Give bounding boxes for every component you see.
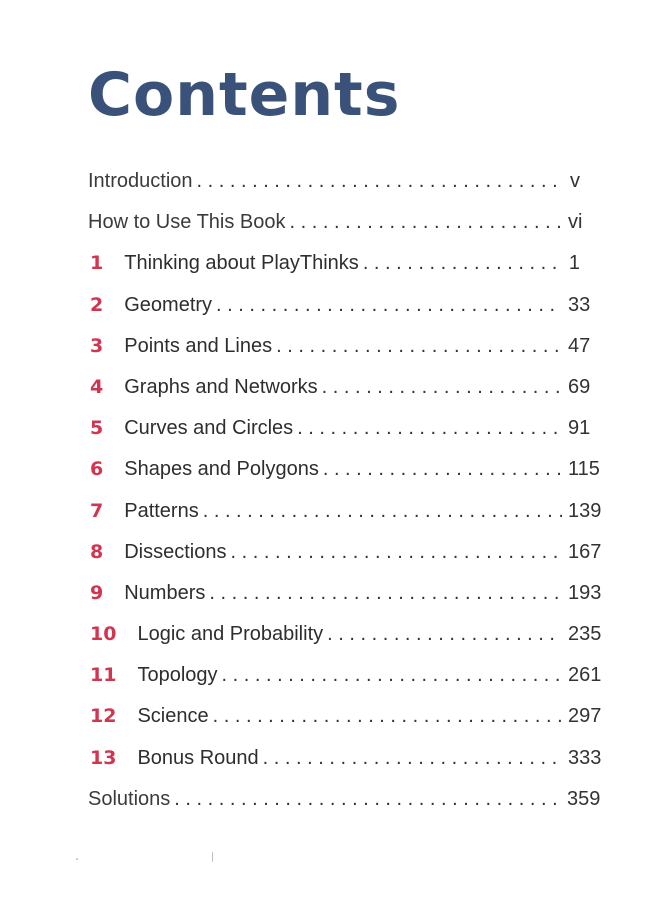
chapter-title: Thinking about PlayThinks	[124, 252, 359, 275]
toc-entry	[88, 540, 602, 582]
chapter-title: Patterns	[124, 499, 199, 522]
page-number: 235	[568, 623, 602, 646]
scan-speck	[212, 852, 213, 862]
toc-entry	[88, 499, 602, 541]
chapter-title: Dissections	[124, 540, 227, 563]
dot-leader	[290, 211, 563, 234]
toc-entry	[88, 211, 583, 252]
page-number: 359	[567, 787, 601, 810]
dot-leader	[213, 705, 562, 728]
toc-entry	[88, 705, 602, 746]
dot-leader	[297, 417, 562, 440]
toc-entry	[88, 293, 591, 335]
page-number: 193	[568, 581, 602, 604]
dot-leader	[174, 788, 561, 811]
page-number: vi	[568, 211, 583, 234]
dot-leader	[209, 582, 562, 605]
table-of-contents	[88, 170, 602, 829]
section-title: Introduction	[88, 170, 193, 192]
chapter-number: 1	[90, 252, 104, 275]
chapter-number: 7	[90, 499, 104, 522]
dot-leader	[197, 170, 562, 193]
chapter-title: Shapes and Polygons	[124, 458, 319, 481]
chapter-number: 12	[90, 705, 117, 728]
chapter-number: 6	[90, 458, 104, 481]
page-number: 33	[568, 293, 591, 316]
toc-entry	[88, 746, 602, 788]
page-number: 1	[568, 252, 580, 275]
dot-leader	[216, 294, 562, 317]
chapter-title: Logic and Probability	[137, 623, 324, 646]
chapter-number: 10	[90, 623, 117, 646]
chapter-title: Curves and Circles	[124, 417, 294, 440]
page-number: 297	[568, 705, 602, 728]
page-number: 261	[568, 664, 602, 687]
page-number: 47	[568, 334, 591, 357]
dot-leader	[276, 335, 562, 358]
chapter-title: Graphs and Networks	[124, 375, 318, 398]
chapter-number: 4	[90, 375, 104, 398]
toc-entry	[88, 787, 601, 829]
chapter-number: 2	[90, 293, 104, 316]
toc-entry	[88, 375, 591, 417]
page-number: 115	[568, 458, 600, 481]
scan-speck	[76, 858, 78, 860]
chapter-number: 8	[90, 540, 104, 563]
dot-leader	[327, 623, 562, 646]
chapter-number: 3	[90, 334, 104, 357]
chapter-number: 9	[90, 581, 104, 604]
section-title: How to Use This Book	[88, 211, 286, 234]
dot-leader	[323, 458, 562, 481]
page-number: 333	[568, 746, 602, 769]
page-number: 69	[568, 375, 591, 398]
dot-leader	[203, 500, 562, 523]
chapter-title: Numbers	[124, 581, 206, 604]
page-number: 167	[568, 540, 602, 563]
chapter-title: Bonus Round	[137, 746, 259, 769]
toc-entry	[88, 170, 580, 211]
toc-entry	[88, 334, 591, 376]
chapter-title: Science	[137, 705, 209, 728]
chapter-title: Points and Lines	[124, 334, 273, 357]
chapter-number: 5	[90, 417, 104, 440]
toc-entry	[88, 623, 602, 664]
toc-entry	[88, 664, 602, 705]
page-title: Contents	[88, 60, 401, 130]
toc-entry	[88, 458, 600, 499]
chapter-title: Topology	[137, 664, 218, 687]
dot-leader	[222, 664, 562, 687]
chapter-number: 11	[90, 664, 117, 687]
toc-entry	[88, 581, 602, 623]
chapter-title: Geometry	[124, 293, 213, 316]
chapter-number: 13	[90, 746, 117, 769]
dot-leader	[263, 747, 562, 770]
dot-leader	[231, 541, 563, 564]
dot-leader	[322, 376, 562, 399]
page-number: v	[570, 170, 580, 192]
page-number: 91	[568, 417, 591, 440]
toc-entry	[88, 417, 591, 458]
section-title: Solutions	[88, 787, 171, 810]
page-number: 139	[567, 499, 602, 522]
toc-entry	[88, 252, 580, 293]
dot-leader	[363, 252, 562, 275]
